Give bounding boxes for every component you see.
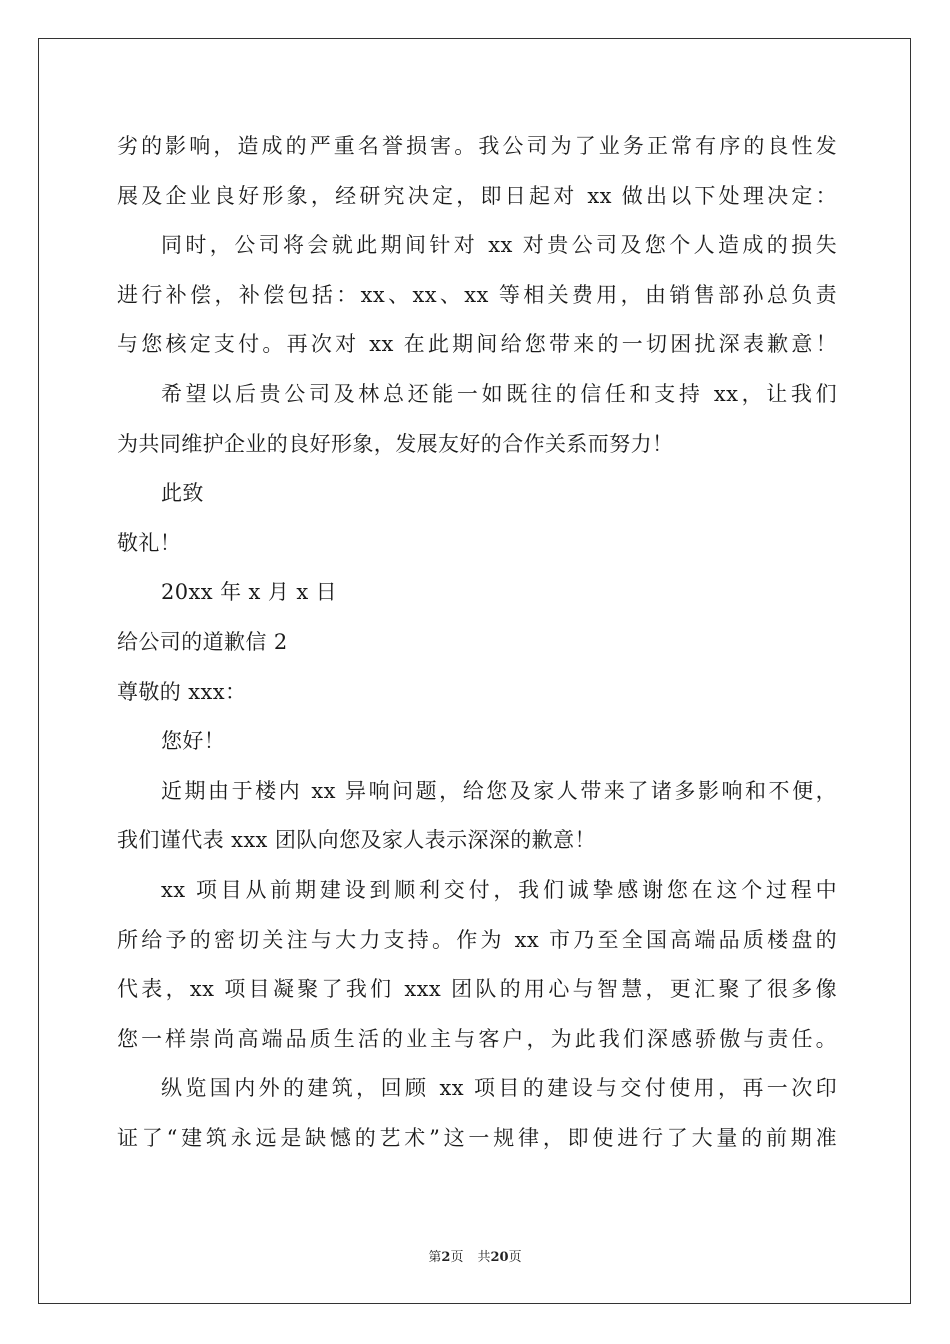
total-pages: 20: [490, 1250, 509, 1265]
total-suffix: 页: [508, 1250, 522, 1265]
text-line: 同时，公司将会就此期间针对 xx 对贵公司及您个人造成的损失: [161, 233, 837, 258]
text-line: 为共同维护企业的良好形象，发展友好的合作关系而努力！: [117, 431, 674, 456]
text-line: 此致: [161, 481, 204, 506]
text-line: 代表，xx 项目凝聚了我们 xxx 团队的用心与智慧，更汇聚了很多像: [117, 977, 837, 1002]
page-footer: [0, 1246, 950, 1265]
text-line: 20xx 年 x 月 x 日: [161, 580, 338, 605]
text-line: 所给予的密切关注与大力支持。作为 xx 市乃至全国高端品质楼盘的: [117, 927, 837, 952]
text-line: 与您核定支付。再次对 xx 在此期间给您带来的一切困扰深表歉意！: [117, 332, 837, 357]
text-line: 给公司的道歉信 2: [117, 629, 288, 654]
page-suffix: 页: [450, 1250, 464, 1265]
text-line: 证了“建筑永远是缺憾的艺术”这一规律，即使进行了大量的前期准: [117, 1125, 837, 1150]
page-prefix: 第: [428, 1250, 442, 1265]
text-line: 展及企业良好形象，经研究决定，即日起对 xx 做出以下处理决定：: [117, 183, 837, 208]
text-line: 您好！: [161, 729, 226, 754]
text-line: 近期由于楼内 xx 异响问题，给您及家人带来了诸多影响和不便，: [161, 778, 837, 803]
page-number: 2: [441, 1250, 451, 1265]
text-line: 敬礼！: [117, 530, 182, 555]
text-line: 劣的影响，造成的严重名誉损害。我公司为了业务正常有序的良性发: [117, 134, 837, 158]
text-line: xx 项目从前期建设到顺利交付，我们诚挚感谢您在这个过程中: [161, 877, 837, 902]
text-line: 您一样崇尚高端品质生活的业主与客户，为此我们深感骄傲与责任。: [117, 1026, 837, 1051]
text-line: 进行补偿，补偿包括：xx、xx、xx 等相关费用，由销售部孙总负责: [117, 282, 837, 307]
text-line: 尊敬的 xxx：: [117, 679, 247, 704]
text-line: 希望以后贵公司及林总还能一如既往的信任和支持 xx，让我们: [161, 381, 837, 406]
text-line: 我们谨代表 xxx 团队向您及家人表示深深的歉意！: [117, 828, 596, 853]
total-prefix: 共: [477, 1250, 491, 1265]
text-line: 纵览国内外的建筑，回顾 xx 项目的建设与交付使用，再一次印: [161, 1076, 837, 1101]
letter-body: [117, 122, 837, 1163]
